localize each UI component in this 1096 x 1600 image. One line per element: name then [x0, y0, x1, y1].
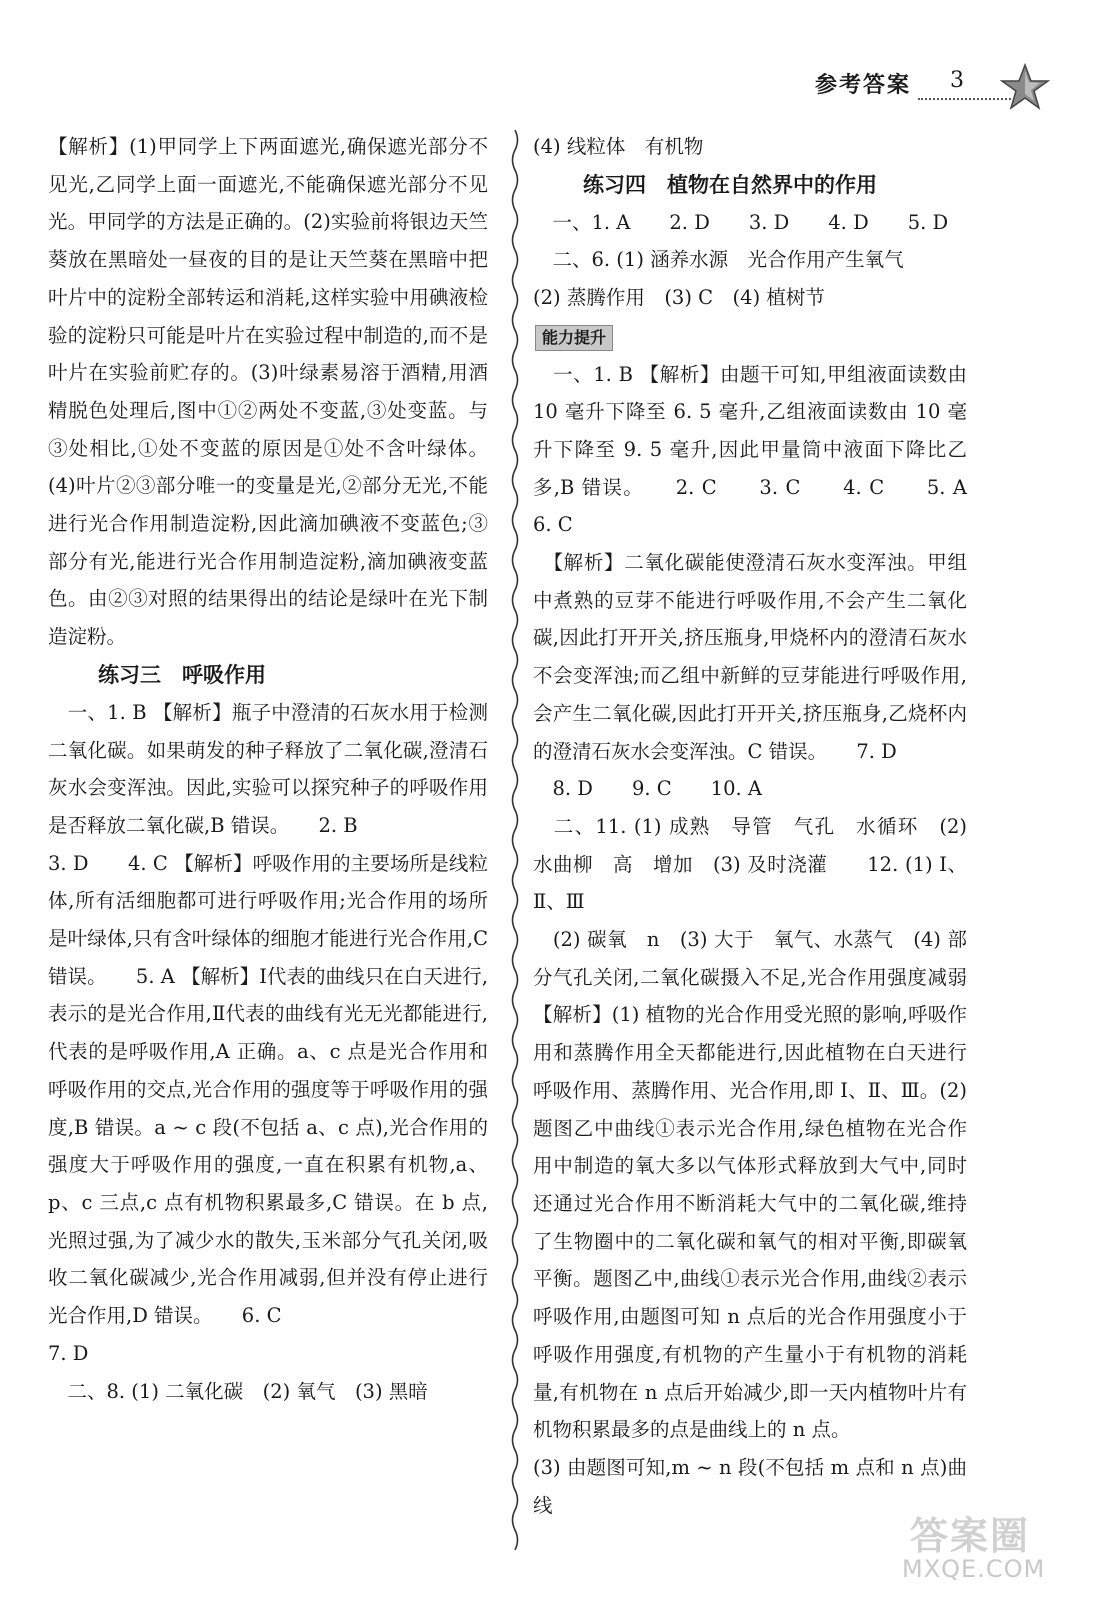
- paragraph: 一、1. B 【解析】瓶子中澄清的石灰水用于检测二氧化碳。如果萌发的种子释放了二氧化碳,澄清石灰水会变浑浊。因此,实验可以探究种子的呼吸作用是否释放二氧化碳,B 错误。 2. B: [48, 700, 488, 837]
- paragraph: 一、1. B 【解析】由题干可知,甲组液面读数由 10 毫升下降至 6. 5 毫升,乙组液面读数由 10 毫升下降至 9. 5 毫升,因此甲量筒中液面下降比乙多,B 错误。 2. C 3. C 4. C 5. A 6. C: [533, 362, 1007, 537]
- paragraph: 一、1. A 2. D 3. D 4. D 5. D: [533, 210, 949, 234]
- paragraph: (2) 碳氧 n (3) 大于 氧气、水蒸气 (4) 部分气孔关闭,二氧化碳摄入不足,光合作用强度减弱 【解析】(1) 植物的光合作用受光照的影响,呼吸作用和蒸腾作用全天都能进行,因此植物在白天进行呼吸作用、蒸腾作用、光合作用,即 Ⅰ、Ⅱ、Ⅲ。(2) 题图乙中曲线①表示光合作用,绿色植物在光合作用中制造的氧大多以气体形式释放到大气中,同时还通过光合作用不断消耗大气中的二氧化碳,维持了生物圈中的二氧化碳和氧气的相对平衡,即碳氧平衡。题图乙中,曲线①表示光合作用,曲线②表示呼吸作用,由题图可知 n 点后的光合作用强度小于呼吸作用强度,有机物的产生量小于有机物的消耗量,有机物在 n 点后开始减少,即一天内植物叶片有机物积累最多的点是曲线上的 n 点。: [533, 928, 967, 1442]
- right-column: [533, 128, 1007, 1524]
- paragraph: 【解析】(1)甲同学上下两面遮光,确保遮光部分不见光,乙同学上面一面遮光,不能确保遮光部分不见光。甲同学的方法是正确的。(2)实验前将银边天竺葵放在黑暗处一昼夜的目的是让天竺葵在黑暗中把叶片中的淀粉全部转运和消耗,这样实验中用碘液检验的淀粉只可能是叶片在实验过程中制造的,而不是叶片在实验前贮存的。(3)叶绿素易溶于酒精,用酒精脱色处理后,图中①②两处不变蓝,③处变蓝。与③处相比,①处不变蓝的原因是①处不含叶绿体。(4)叶片②③部分唯一的变量是光,②部分无光,不能进行光合作用制造淀粉,因此滴加碘液不变蓝色;③部分有光,能进行光合作用制造淀粉,滴加碘液变蓝色。由②③对照的结果得出的结论是绿叶在光下制造淀粉。: [48, 135, 488, 649]
- column-divider: [508, 130, 522, 1550]
- paragraph: 二、6. (1) 涵养水源 光合作用产生氧气: [533, 248, 904, 272]
- star-icon: [1000, 62, 1050, 112]
- paragraph: 二、11. (1) 成熟 导管 气孔 水循环 (2) 水曲柳 高 增加 (3) 及时浇灌 12. (1) Ⅰ、Ⅱ、Ⅲ: [533, 814, 967, 914]
- paragraph: (4) 线粒体 有机物: [533, 135, 704, 158]
- paragraph: 【解析】二氧化碳能使澄清石灰水变浑浊。甲组中煮熟的豆芽不能进行呼吸作用,不会产生二氧化碳,因此打开开关,挤压瓶身,甲烧杯内的澄清石灰水不会变浑浊;而乙组中新鲜的豆芽能进行呼吸作用,会产生二氧化碳,因此打开开关,挤压瓶身,乙烧杯内的澄清石灰水会变浑浊。C 错误。 7. D: [533, 551, 967, 763]
- ability-tag: 能力提升: [535, 325, 613, 351]
- left-column: [48, 128, 488, 1410]
- paragraph: 二、8. (1) 二氧化碳 (2) 氧气 (3) 黑暗: [48, 1379, 428, 1403]
- watermark-bottom: MXQE.COM: [902, 1555, 1046, 1583]
- watermark-top: 答案圈: [910, 1514, 1031, 1558]
- section-title-exercise-4: 练习四 植物在自然界中的作用: [583, 172, 877, 197]
- watermark-logo: [900, 1505, 1075, 1585]
- page-number: 3: [950, 68, 964, 93]
- header-title: 参考答案: [815, 73, 912, 98]
- paragraph: 3. D 4. C 【解析】呼吸作用的主要场所是线粒体,所有活细胞都可进行呼吸作用;光合作用的场所是叶绿体,只有含叶绿体的细胞才能进行光合作用,C 错误。 5. A 【解析】Ⅰ代表的曲线只在白天进行,表示的是光合作用,Ⅱ代表的曲线有光无光都能进行,代表的是呼吸作用,A 正确。a、c 点是光合作用和呼吸作用的交点,光合作用的强度等于呼吸作用的强度,B 错误。a ~ c 段(不包括 a、c 点),光合作用的强度大于呼吸作用的强度,一直在积累有机物,a、p、c 三点,c 点有机物积累最多,C 错误。在 b 点,光照过强,为了减少水的散失,玉米部分气孔关闭,吸收二氧化碳减少,光合作用减弱,但并没有停止进行光合作用,D 错误。 6. C: [48, 851, 488, 1328]
- paragraph: (2) 蒸腾作用 (3) C (4) 植树节: [533, 286, 825, 310]
- paragraph: 8. D 9. C 10. A: [533, 777, 762, 801]
- paragraph: (3) 由题图可知,m ~ n 段(不包括 m 点和 n 点)曲线: [533, 1455, 967, 1517]
- section-title-exercise-3: 练习三 呼吸作用: [98, 662, 266, 687]
- paragraph: 7. D: [48, 1341, 89, 1365]
